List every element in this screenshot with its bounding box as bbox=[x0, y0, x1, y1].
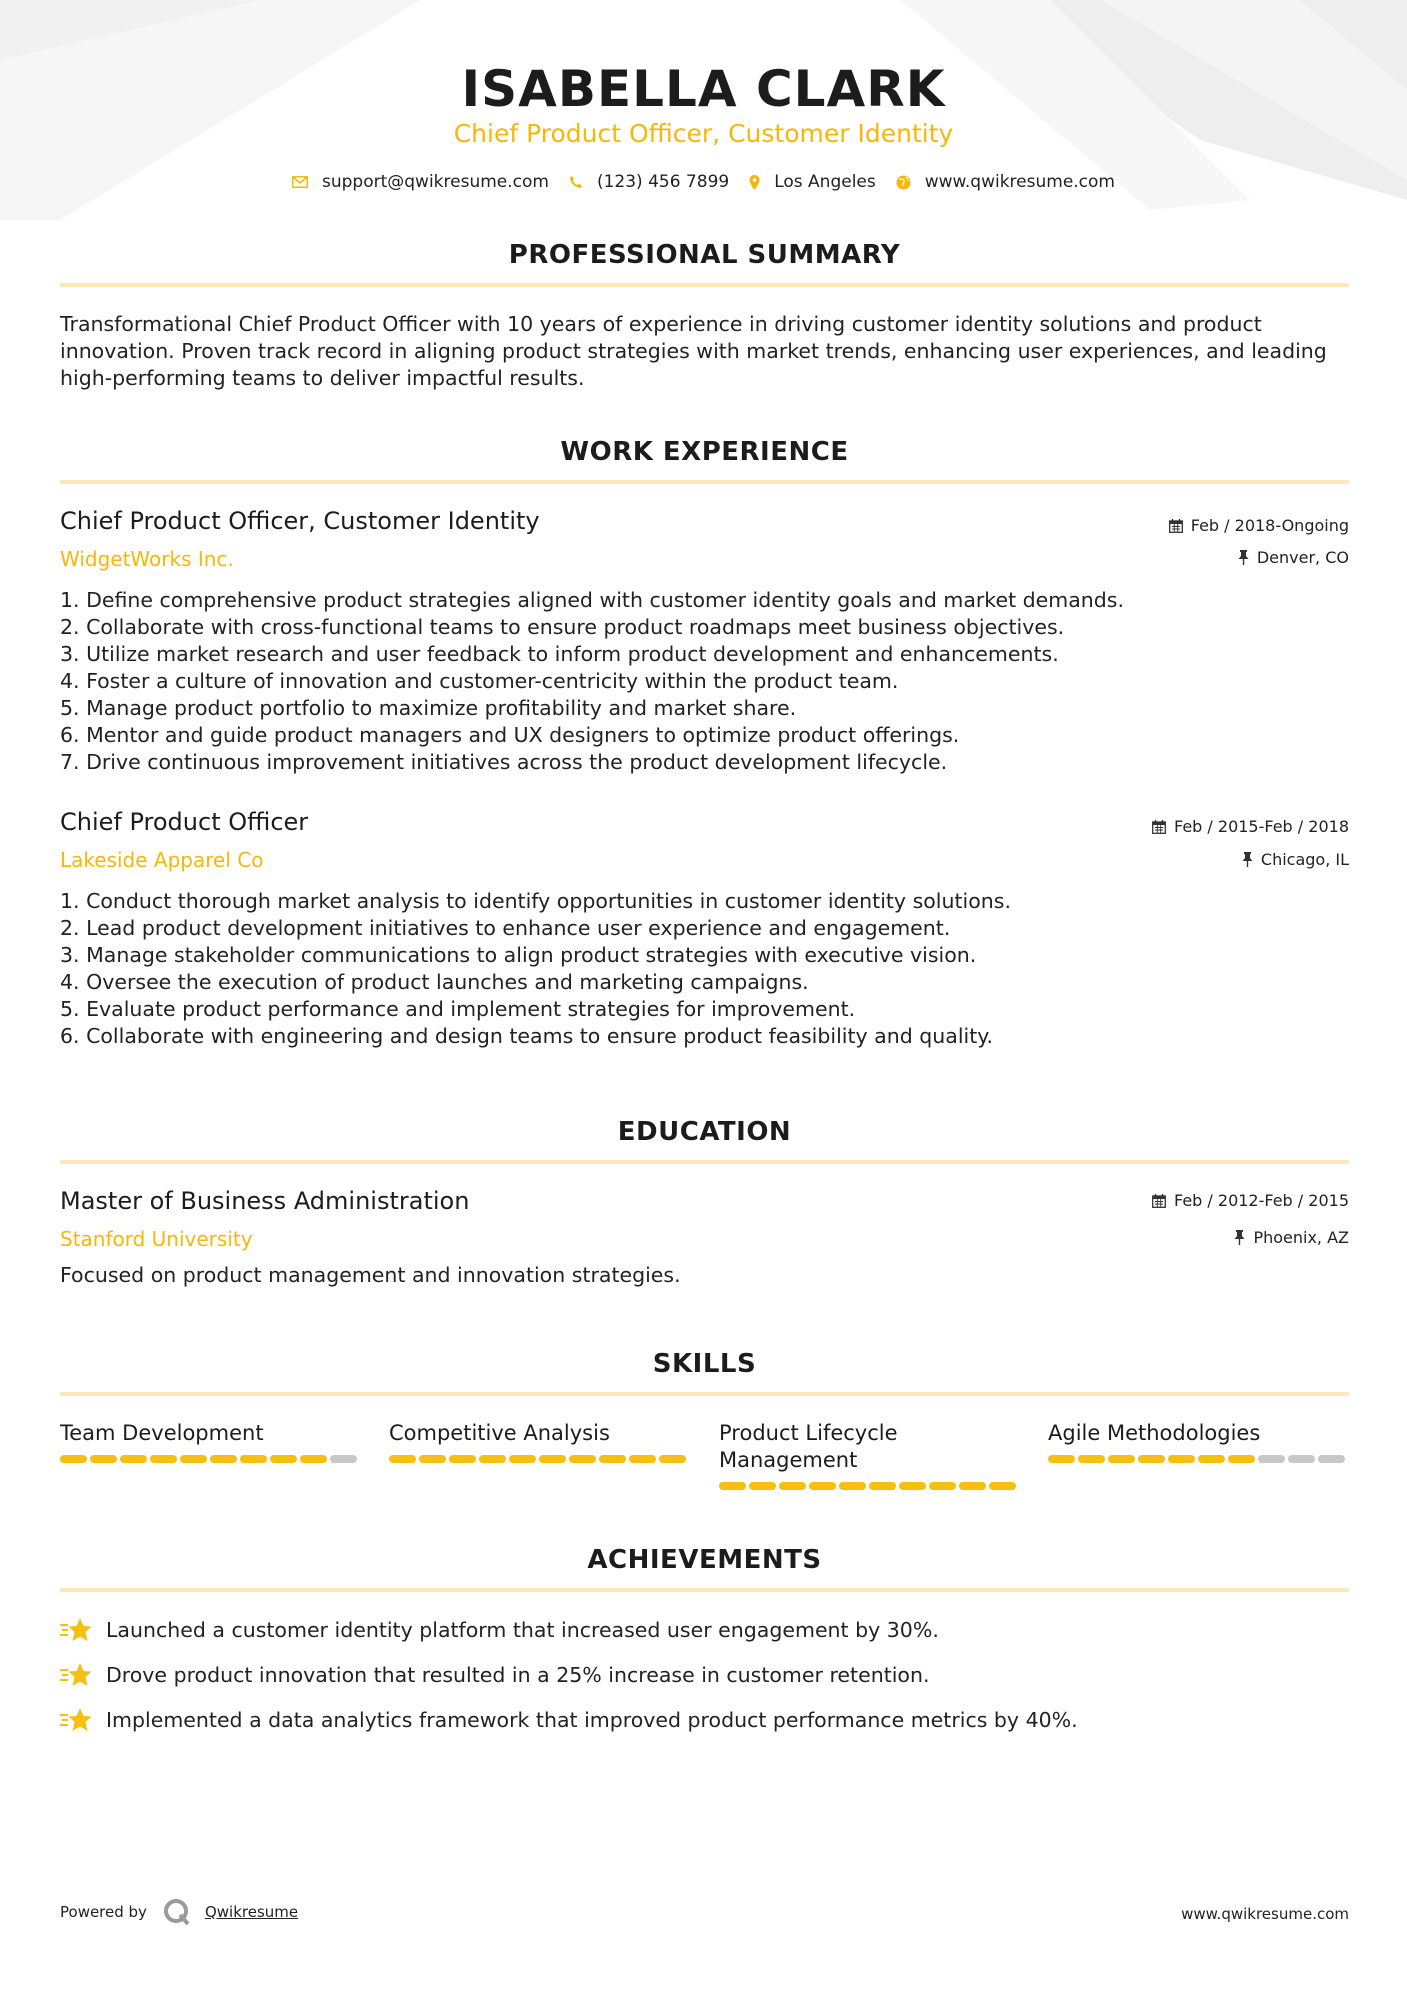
pushpin-icon bbox=[1234, 1230, 1245, 1245]
powered-by-label: Powered by bbox=[60, 1903, 147, 1921]
skill-segment-filled bbox=[629, 1455, 656, 1463]
list-item: 4. Foster a culture of innovation and customer-centricity within the product team. bbox=[60, 669, 899, 693]
summary-line: high-performing teams to deliver impactful results. bbox=[60, 366, 585, 390]
skill-segment-filled bbox=[479, 1455, 506, 1463]
skill-segment-filled bbox=[749, 1482, 776, 1490]
list-item: 1. Define comprehensive product strategies aligned with customer identity goals and market demands. bbox=[60, 588, 1124, 612]
education-description: Focused on product management and innovation strategies. bbox=[60, 1263, 681, 1287]
skill-segment-filled bbox=[270, 1455, 297, 1463]
skill-segment-filled bbox=[509, 1455, 536, 1463]
skill-segment-filled bbox=[899, 1482, 926, 1490]
skill-level-bar bbox=[389, 1455, 689, 1463]
skill-segment-filled bbox=[989, 1482, 1016, 1490]
skill-item bbox=[1048, 1420, 1348, 1463]
pushpin-icon bbox=[1238, 550, 1249, 565]
skill-segment-filled bbox=[1108, 1455, 1135, 1463]
skill-segment-filled bbox=[809, 1482, 836, 1490]
job-location-text: Chicago, IL bbox=[1260, 850, 1349, 869]
experience-divider bbox=[60, 480, 1349, 484]
skill-segment-filled bbox=[599, 1455, 626, 1463]
skill-segment-empty bbox=[330, 1455, 357, 1463]
job-dates bbox=[1169, 516, 1349, 535]
skill-segment-filled bbox=[839, 1482, 866, 1490]
skills-heading: SKILLS bbox=[652, 1349, 757, 1379]
skill-segment-filled bbox=[210, 1455, 237, 1463]
list-item: 6. Collaborate with engineering and design teams to ensure product feasibility and quality. bbox=[60, 1024, 993, 1048]
skill-segment-filled bbox=[90, 1455, 117, 1463]
skill-segment-filled bbox=[959, 1482, 986, 1490]
footer-website[interactable]: www.qwikresume.com bbox=[1181, 1905, 1349, 1923]
achievement-text: Drove product innovation that resulted in a 25% increase in customer retention. bbox=[106, 1663, 930, 1687]
skill-segment-filled bbox=[150, 1455, 177, 1463]
contact-email-text: support@qwikresume.com bbox=[322, 172, 549, 192]
star-icon bbox=[60, 1617, 92, 1643]
list-item: 6. Mentor and guide product managers and UX designers to optimize product offerings. bbox=[60, 723, 960, 747]
star-icon bbox=[60, 1662, 92, 1688]
pushpin-icon bbox=[1242, 852, 1253, 867]
job-location bbox=[1242, 850, 1349, 869]
skill-segment-filled bbox=[569, 1455, 596, 1463]
achievement-item bbox=[60, 1617, 939, 1643]
skill-segment-filled bbox=[1198, 1455, 1225, 1463]
skill-segment-filled bbox=[929, 1482, 956, 1490]
achievements-divider bbox=[60, 1588, 1349, 1592]
skill-segment-filled bbox=[300, 1455, 327, 1463]
job-company: Lakeside Apparel Co bbox=[60, 848, 264, 872]
list-item: 5. Manage product portfolio to maximize profitability and market share. bbox=[60, 696, 797, 720]
skill-item bbox=[60, 1420, 360, 1463]
skill-item bbox=[389, 1420, 689, 1463]
skill-segment-empty bbox=[1258, 1455, 1285, 1463]
job-bullets bbox=[60, 888, 1350, 1050]
contact-email[interactable] bbox=[292, 172, 549, 192]
achievement-text: Launched a customer identity platform that increased user engagement by 30%. bbox=[106, 1618, 939, 1642]
skill-segment-filled bbox=[419, 1455, 446, 1463]
job-title: Chief Product Officer bbox=[60, 808, 309, 836]
education-dates bbox=[1152, 1191, 1349, 1210]
skill-segment-filled bbox=[539, 1455, 566, 1463]
job-company: WidgetWorks Inc. bbox=[60, 547, 234, 571]
skill-name: Team Development bbox=[60, 1421, 264, 1445]
job-location-text: Denver, CO bbox=[1256, 548, 1349, 567]
list-item: 4. Oversee the execution of product launches and marketing campaigns. bbox=[60, 970, 809, 994]
job-dates bbox=[1152, 817, 1349, 836]
contact-phone[interactable] bbox=[569, 172, 729, 192]
achievement-text: Implemented a data analytics framework that improved product performance metrics by 40%. bbox=[106, 1708, 1078, 1732]
job-dates-text: Feb / 2015-Feb / 2018 bbox=[1174, 817, 1349, 836]
job-location bbox=[1238, 548, 1349, 567]
footer-powered-by bbox=[60, 1898, 298, 1926]
skill-segment-filled bbox=[719, 1482, 746, 1490]
skill-segment-filled bbox=[1078, 1455, 1105, 1463]
skill-segment-filled bbox=[180, 1455, 207, 1463]
skill-level-bar bbox=[719, 1482, 1019, 1490]
list-item: 7. Drive continuous improvement initiatives across the product development lifecycle. bbox=[60, 750, 948, 774]
skill-segment-filled bbox=[1168, 1455, 1195, 1463]
summary-line: innovation. Proven track record in aligning product strategies with market trends, enhancing user experiences, and leading bbox=[60, 339, 1327, 363]
list-item: 5. Evaluate product performance and implement strategies for improvement. bbox=[60, 997, 856, 1021]
contact-website-text: www.qwikresume.com bbox=[924, 172, 1115, 192]
skill-segment-filled bbox=[779, 1482, 806, 1490]
skill-name: Management bbox=[719, 1448, 858, 1472]
candidate-title: Chief Product Officer, Customer Identity bbox=[453, 119, 954, 148]
calendar-icon bbox=[1169, 519, 1183, 533]
job-dates-text: Feb / 2018-Ongoing bbox=[1190, 516, 1349, 535]
skill-segment-filled bbox=[389, 1455, 416, 1463]
contact-phone-text: (123) 456 7899 bbox=[596, 172, 730, 192]
qwikresume-link[interactable]: Qwikresume bbox=[204, 1903, 299, 1921]
degree-title: Master of Business Administration bbox=[60, 1187, 470, 1215]
list-item: 2. Lead product development initiatives to enhance user experience and engagement. bbox=[60, 916, 951, 940]
skill-segment-empty bbox=[1318, 1455, 1345, 1463]
education-location bbox=[1234, 1228, 1349, 1247]
skill-item bbox=[719, 1420, 1019, 1490]
globe-icon bbox=[896, 175, 911, 190]
school-name: Stanford University bbox=[60, 1227, 253, 1251]
map-pin-icon bbox=[749, 175, 760, 190]
skill-segment-filled bbox=[1048, 1455, 1075, 1463]
envelope-icon bbox=[292, 176, 308, 188]
list-item: 1. Conduct thorough market analysis to identify opportunities in customer identity solutions. bbox=[60, 889, 1011, 913]
skill-name: Competitive Analysis bbox=[389, 1421, 610, 1445]
skill-segment-filled bbox=[449, 1455, 476, 1463]
summary-divider bbox=[60, 283, 1349, 287]
contact-bar bbox=[0, 172, 1407, 192]
education-location-text: Phoenix, AZ bbox=[1253, 1228, 1349, 1247]
skill-segment-filled bbox=[240, 1455, 267, 1463]
summary-line: Transformational Chief Product Officer with 10 years of experience in driving customer identity solutions and product bbox=[60, 312, 1262, 336]
achievement-item bbox=[60, 1707, 1078, 1733]
contact-location bbox=[749, 172, 876, 192]
calendar-icon bbox=[1152, 1194, 1166, 1208]
skills-divider bbox=[60, 1392, 1349, 1396]
skill-segment-filled bbox=[869, 1482, 896, 1490]
achievement-item bbox=[60, 1662, 929, 1688]
education-dates-text: Feb / 2012-Feb / 2015 bbox=[1174, 1191, 1349, 1210]
list-item: 2. Collaborate with cross-functional teams to ensure product roadmaps meet business objectives. bbox=[60, 615, 1065, 639]
skill-name: Agile Methodologies bbox=[1048, 1421, 1261, 1445]
education-heading: EDUCATION bbox=[617, 1117, 792, 1147]
candidate-name: ISABELLA CLARK bbox=[461, 60, 946, 118]
skill-segment-filled bbox=[659, 1455, 686, 1463]
skill-segment-filled bbox=[120, 1455, 147, 1463]
achievements-heading: ACHIEVEMENTS bbox=[587, 1545, 822, 1575]
skill-name: Product Lifecycle bbox=[719, 1421, 898, 1445]
job-bullets bbox=[60, 587, 1350, 776]
contact-website[interactable] bbox=[896, 172, 1115, 192]
skill-segment-empty bbox=[1288, 1455, 1315, 1463]
calendar-icon bbox=[1152, 820, 1166, 834]
list-item: 3. Manage stakeholder communications to align product strategies with executive vision. bbox=[60, 943, 977, 967]
summary-text bbox=[60, 311, 1350, 392]
star-icon bbox=[60, 1707, 92, 1733]
qwikresume-logo-icon bbox=[163, 1898, 191, 1926]
skill-segment-filled bbox=[1138, 1455, 1165, 1463]
list-item: 3. Utilize market research and user feedback to inform product development and enhancements. bbox=[60, 642, 1059, 666]
skill-level-bar bbox=[60, 1455, 360, 1463]
skill-segment-filled bbox=[1228, 1455, 1255, 1463]
summary-heading: PROFESSIONAL SUMMARY bbox=[508, 240, 901, 270]
skill-segment-filled bbox=[60, 1455, 87, 1463]
phone-icon bbox=[569, 175, 583, 189]
contact-location-text: Los Angeles bbox=[774, 172, 876, 192]
experience-heading: WORK EXPERIENCE bbox=[560, 437, 849, 467]
skill-level-bar bbox=[1048, 1455, 1348, 1463]
education-divider bbox=[60, 1160, 1349, 1164]
job-title: Chief Product Officer, Customer Identity bbox=[60, 507, 540, 535]
